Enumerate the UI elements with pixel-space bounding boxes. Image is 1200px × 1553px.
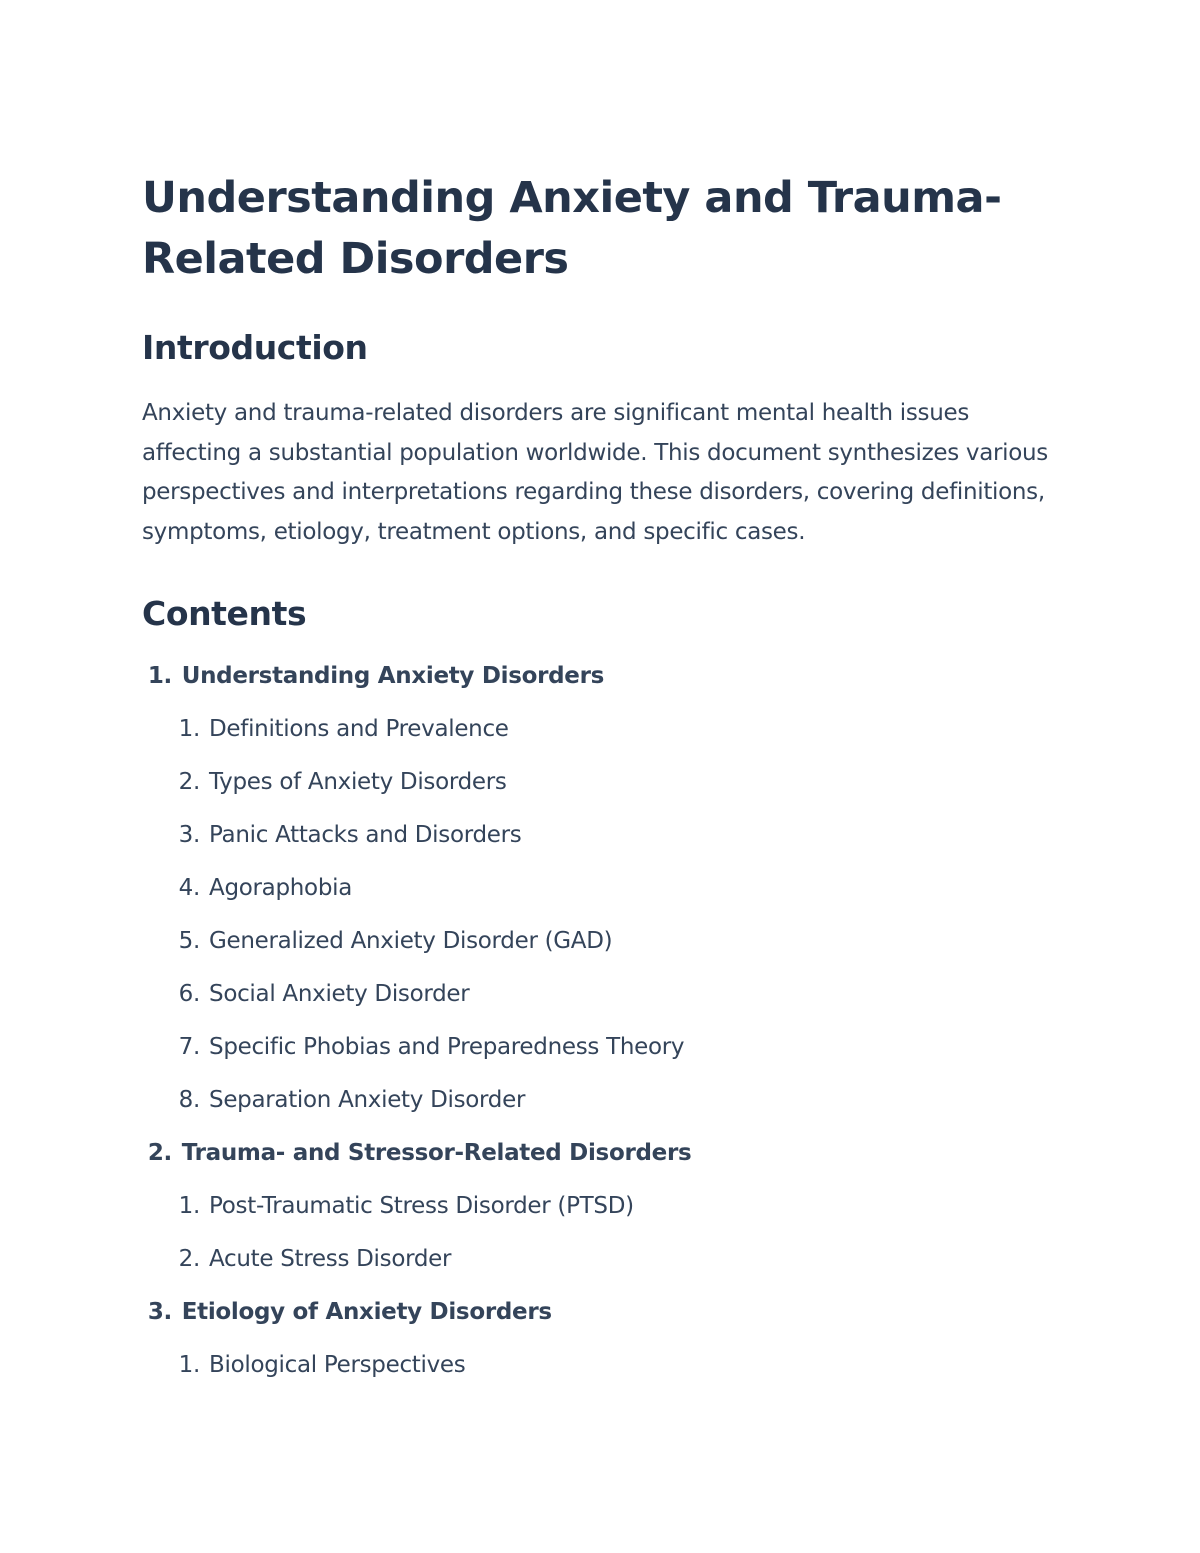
toc-item	[142, 1339, 1062, 1392]
toc-item-label: Panic Attacks and Disorders	[209, 822, 522, 848]
toc-section-2	[142, 1127, 1062, 1180]
toc-item-number: 1.	[178, 1352, 200, 1378]
toc-item	[142, 862, 1062, 915]
toc-item	[142, 809, 1062, 862]
toc-section-label: Understanding Anxiety Disorders	[181, 663, 605, 689]
toc-section-label: Trauma- and Stressor-Related Disorders	[181, 1140, 692, 1166]
toc-item	[142, 703, 1062, 756]
toc-item-number: 3.	[178, 822, 200, 848]
contents-heading: Contents	[142, 594, 307, 633]
toc-item	[142, 1180, 1062, 1233]
toc-item-number: 7.	[178, 1034, 200, 1060]
toc-item	[142, 968, 1062, 1021]
toc-item	[142, 1233, 1062, 1286]
toc-item-number: 1.	[178, 1193, 200, 1219]
toc-section-number: 2.	[147, 1140, 172, 1166]
toc-item-label: Specific Phobias and Preparedness Theory	[209, 1034, 685, 1060]
toc-item-label: Separation Anxiety Disorder	[209, 1087, 526, 1113]
toc-section-label: Etiology of Anxiety Disorders	[181, 1299, 552, 1325]
document-title-line-2: Related Disorders	[142, 234, 569, 284]
toc-item-number: 2.	[178, 769, 200, 795]
toc-item-number: 8.	[178, 1087, 200, 1113]
document-page	[142, 168, 1062, 1392]
document-title	[142, 168, 1062, 290]
toc-item	[142, 1074, 1062, 1127]
introduction-paragraph: Anxiety and trauma-related disorders are significant mental health issues affecting a substantial population worldwide. This document synthesizes various perspectives and interpretations regarding these disorders, covering definitions, symptoms, etiology, treatment options, and specific cases.	[142, 400, 1048, 545]
toc-item-label: Definitions and Prevalence	[209, 716, 509, 742]
toc-item-number: 4.	[178, 875, 200, 901]
toc-section-number: 3.	[147, 1299, 172, 1325]
toc-item-number: 6.	[178, 981, 200, 1007]
toc-item-label: Social Anxiety Disorder	[209, 981, 470, 1007]
toc-section-3	[142, 1286, 1062, 1339]
table-of-contents	[142, 650, 1062, 1392]
toc-item-number: 1.	[178, 716, 200, 742]
introduction-heading: Introduction	[142, 328, 368, 367]
toc-item-label: Acute Stress Disorder	[209, 1246, 452, 1272]
toc-item	[142, 915, 1062, 968]
toc-item-label: Post-Traumatic Stress Disorder (PTSD)	[209, 1193, 634, 1219]
toc-item	[142, 1021, 1062, 1074]
toc-item	[142, 756, 1062, 809]
toc-item-number: 2.	[178, 1246, 200, 1272]
toc-item-label: Agoraphobia	[209, 875, 353, 901]
toc-item-label: Types of Anxiety Disorders	[209, 769, 507, 795]
toc-section-number: 1.	[147, 663, 172, 689]
document-title-line-1: Understanding Anxiety and Trauma-	[142, 173, 1002, 223]
toc-section-1	[142, 650, 1062, 703]
toc-item-label: Generalized Anxiety Disorder (GAD)	[209, 928, 613, 954]
toc-item-label: Biological Perspectives	[209, 1352, 466, 1378]
toc-item-number: 5.	[178, 928, 200, 954]
